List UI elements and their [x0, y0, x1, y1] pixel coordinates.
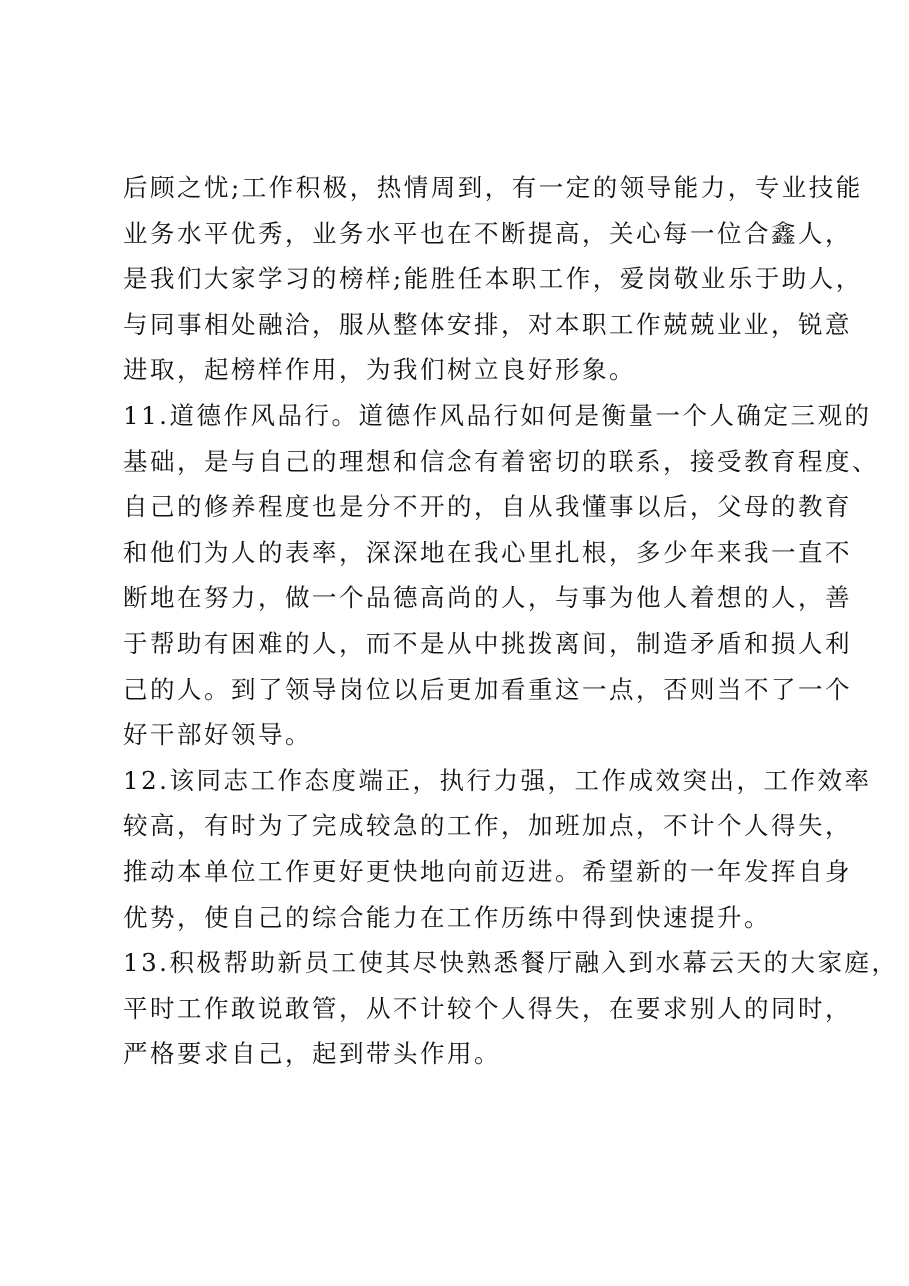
text-line: 于帮助有困难的人，而不是从中挑拨离间，制造矛盾和损人利: [123, 628, 852, 658]
text-line: 平时工作敢说敢管，从不计较个人得失，在要求别人的同时，: [123, 993, 852, 1023]
text-line: 进取，起榜样作用，为我们树立良好形象。: [123, 355, 636, 385]
document-body: [123, 165, 899, 1077]
text-line: 严格要求自己，起到带头作用。: [123, 1039, 501, 1069]
text-line: 基础，是与自己的理想和信念有着密切的联系，接受教育程度、: [123, 446, 879, 476]
text-line: 是我们大家学习的榜样;能胜任本职工作，爱岗敬业乐于助人，: [123, 264, 863, 294]
text-line: 11.道德作风品行。道德作风品行如何是衡量一个人确定三观的: [123, 400, 872, 430]
text-line: 与同事相处融洽，服从整体安排，对本职工作兢兢业业，锐意: [123, 309, 852, 339]
text-line: 优势，使自己的综合能力在工作历练中得到快速提升。: [123, 902, 771, 932]
text-line: 12.该同志工作态度端正，执行力强，工作成效突出，工作效率: [123, 765, 872, 795]
text-line: 和他们为人的表率，深深地在我心里扎根，多少年来我一直不: [123, 537, 852, 567]
text-line: 自己的修养程度也是分不开的，自从我懂事以后，父母的教育: [123, 492, 852, 522]
text-line: 己的人。到了领导岗位以后更加看重这一点，否则当不了一个: [123, 674, 852, 704]
text-line: 推动本单位工作更好更快地向前迈进。希望新的一年发挥自身: [123, 856, 852, 886]
text-line: 业务水平优秀，业务水平也在不断提高，关心每一位合鑫人，: [123, 218, 852, 248]
text-line: 断地在努力，做一个品德高尚的人，与事为他人着想的人，善: [123, 583, 852, 613]
text-line: 较高，有时为了完成较急的工作，加班加点，不计个人得失，: [123, 811, 852, 841]
text-line: 13.积极帮助新员工使其尽快熟悉餐厅融入到水幕云天的大家庭，: [123, 948, 899, 978]
text-line: 好干部好领导。: [123, 720, 312, 750]
text-line: 后顾之忧;工作积极，热情周到，有一定的领导能力，专业技能: [123, 173, 863, 202]
